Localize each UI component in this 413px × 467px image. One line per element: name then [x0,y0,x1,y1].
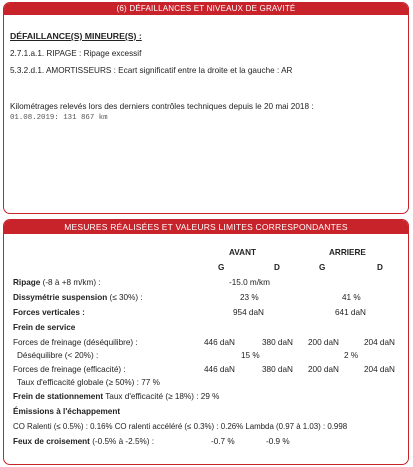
forces-freinage-desequilibre-label: Forces de freinage (déséquilibre) : [13,338,138,347]
ffd-arriere-g: 200 daN [308,338,339,347]
ripage-value: -15.0 m/km [229,278,270,287]
forces-verticales-avant: 954 daN [233,308,264,317]
defect-line-ripage: 2.7.1.a.1. RIPAGE : Ripage excessif [10,49,142,58]
mileage-entry: 01.08.2019: 131 867 km [10,114,108,122]
column-arriere-d: D [377,263,383,272]
measures-panel [3,219,409,465]
feux-croisement-label: Feux de croisement [13,437,90,446]
defect-line-amortisseurs: 5.3.2.d.1. AMORTISSEURS : Ecart significatif entre la droite et la gauche : AR [10,66,293,75]
ripage-row [13,278,101,287]
dissymetrie-range: (≤ 30%) : [109,293,143,302]
frein-stationnement-row [13,392,219,401]
measures-header: MESURES RÉALISÉES ET VALEURS LIMITES CORRESPONDANTES [4,220,408,234]
ffd-avant-g: 446 daN [204,338,235,347]
ffe-arriere-d: 204 daN [364,365,395,374]
ffd-avant-d: 380 daN [262,338,293,347]
defects-panel [3,2,409,214]
ripage-range: (-8 à +8 m/km) : [42,278,101,287]
emissions-label: Émissions à l'échappement [13,407,121,416]
column-arriere-g: G [319,263,326,272]
ripage-label: Ripage [13,278,41,287]
feux-croisement-range: (-0.5% à -2.5%) : [92,437,155,446]
forces-verticales-arriere: 641 daN [335,308,366,317]
frein-service-label: Frein de service [13,323,76,332]
mileage-title: Kilométrages relevés lors des derniers contrôles techniques depuis le 20 mai 2018 : [10,102,314,111]
frein-stationnement-label: Frein de stationnement [13,392,104,401]
dissymetrie-row [13,293,143,302]
taux-efficacite-globale: Taux d'efficacité globale (≥ 50%) : 77 % [17,378,160,387]
defects-header: (6) DÉFAILLANCES ET NIVEAUX DE GRAVITÉ [4,3,408,15]
column-avant-d: D [274,263,280,272]
desequilibre-arriere: 2 % [344,351,359,360]
desequilibre-avant: 15 % [241,351,260,360]
feux-g: -0.7 % [211,437,235,446]
forces-verticales-label: Forces verticales : [13,308,85,317]
ffe-avant-g: 446 daN [204,365,235,374]
feux-d: -0.9 % [266,437,290,446]
feux-croisement-row [13,437,154,446]
column-avant-g: G [218,263,225,272]
ffe-avant-d: 380 daN [262,365,293,374]
forces-freinage-efficacite-label: Forces de freinage (efficacité) : [13,365,126,374]
column-arriere: ARRIERE [329,248,366,257]
co-lambda-line: CO Ralenti (≤ 0.5%) : 0.16% CO ralenti accéléré (≤ 0.3%) : 0.26% Lambda (0.97 à 1.03) : 0.998 [13,422,348,431]
ffd-arriere-d: 204 daN [364,338,395,347]
frein-stationnement-value: Taux d'efficacité (≥ 18%) : 29 % [105,392,220,401]
dissymetrie-avant: 23 % [240,293,259,302]
desequilibre-label: Déséquilibre (< 20%) : [17,351,99,360]
dissymetrie-arriere: 41 % [342,293,361,302]
dissymetrie-label: Dissymétrie suspension [13,293,108,302]
ffe-arriere-g: 200 daN [308,365,339,374]
minor-defects-title: DÉFAILLANCE(S) MINEURE(S) : [10,31,142,41]
column-avant: AVANT [229,248,256,257]
